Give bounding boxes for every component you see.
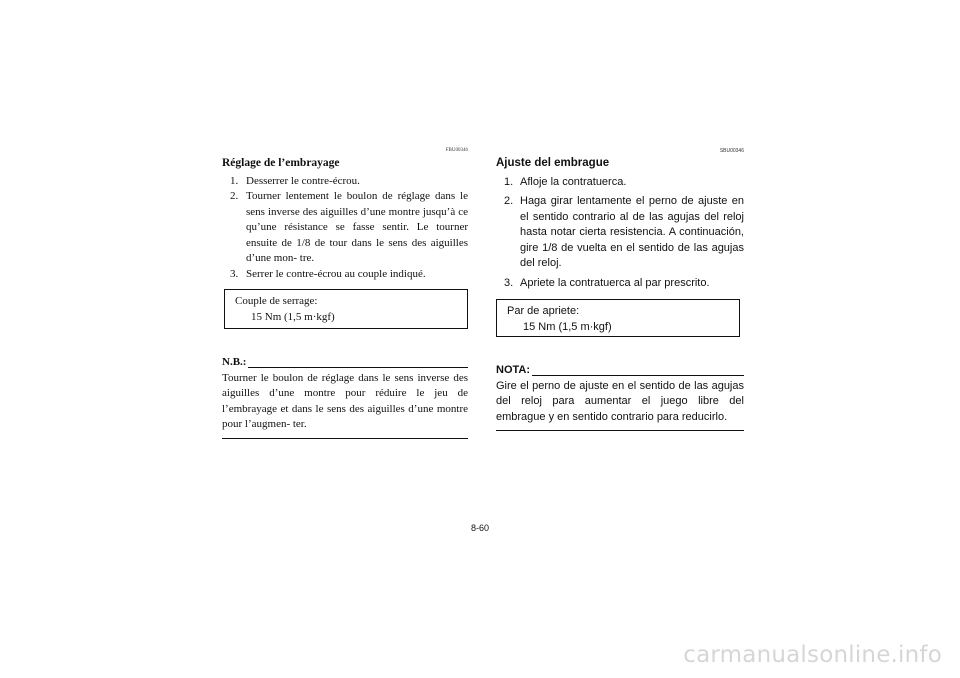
step-item	[222, 189, 468, 267]
note-rule	[532, 375, 744, 376]
step-text: Desserrer le contre-écrou.	[246, 174, 360, 187]
step-text: Tourner lentement le boulon de réglage dans le sens inverse des aiguilles d’une montre jusqu’à ce qu’une résistance se fasse sentir. Le tourner ensuite de 1/8 de tour dans le sens des aiguilles d’une mon- tre.	[246, 190, 468, 264]
steps-list	[496, 175, 744, 292]
section-code: SBU00346	[719, 148, 744, 154]
spec-label: Par de apriete:	[507, 305, 580, 317]
page-number: 8-60	[470, 523, 489, 533]
step-text: Haga girar lentamente el perno de ajuste en el sentido contrario al de las agujas del reloj hasta notar cierta resistencia. A continuación, gire 1/8 de vuelta en el sentido de las agujas del reloj.	[520, 195, 744, 269]
note-text: Gire el perno de ajuste en el sentido de las agujas del reloj para aumentar el juego libre del embrague y en sentido contrario para reducirlo.	[496, 379, 744, 423]
spec-value: 15 Nm (1,5 m·kgf)	[523, 320, 612, 333]
step-item	[222, 174, 468, 190]
step-number: 3.	[504, 276, 514, 289]
note-rule	[248, 367, 468, 368]
watermark: carmanualsonline.info	[683, 642, 942, 668]
step-number: 3.	[230, 267, 239, 280]
note-block	[496, 363, 744, 431]
step-text: Apriete la contratuerca al par prescrito.	[520, 276, 710, 289]
step-text: Serrer le contre-écrou au couple indiqué.	[246, 267, 426, 280]
spanish-column	[496, 148, 744, 431]
spec-label: Couple de serrage:	[235, 295, 318, 307]
section-code: FBU00346	[445, 148, 468, 153]
french-column	[222, 148, 468, 439]
step-item	[496, 175, 744, 191]
note-text: Tourner le boulon de réglage dans le sens inverse des aiguilles d’une montre pour réduire le jeu de l’embrayage et dans le sens des aiguilles d’une montre pour l’augmen- ter.	[222, 371, 468, 430]
step-number: 2.	[230, 190, 239, 202]
step-text: Afloje la contratuerca.	[520, 175, 627, 188]
note-end-rule	[222, 438, 468, 439]
spec-value: 15 Nm (1,5 m·kgf)	[251, 310, 335, 323]
step-number: 1.	[504, 175, 514, 188]
section-title: Ajuste del embrague	[496, 157, 610, 169]
steps-list	[222, 174, 468, 283]
step-item	[496, 194, 744, 272]
note-heading	[496, 363, 744, 379]
spec-box	[224, 289, 468, 329]
section-title: Réglage de l’embrayage	[222, 157, 340, 169]
spec-box	[496, 299, 740, 337]
step-number: 1.	[230, 174, 239, 187]
step-number: 2.	[504, 195, 514, 207]
note-heading	[222, 355, 468, 371]
note-end-rule	[496, 430, 744, 431]
note-label: N.B.:	[222, 356, 247, 368]
note-block	[222, 355, 468, 439]
note-label: NOTA:	[496, 364, 531, 376]
step-item	[496, 276, 744, 292]
step-item	[222, 267, 468, 283]
